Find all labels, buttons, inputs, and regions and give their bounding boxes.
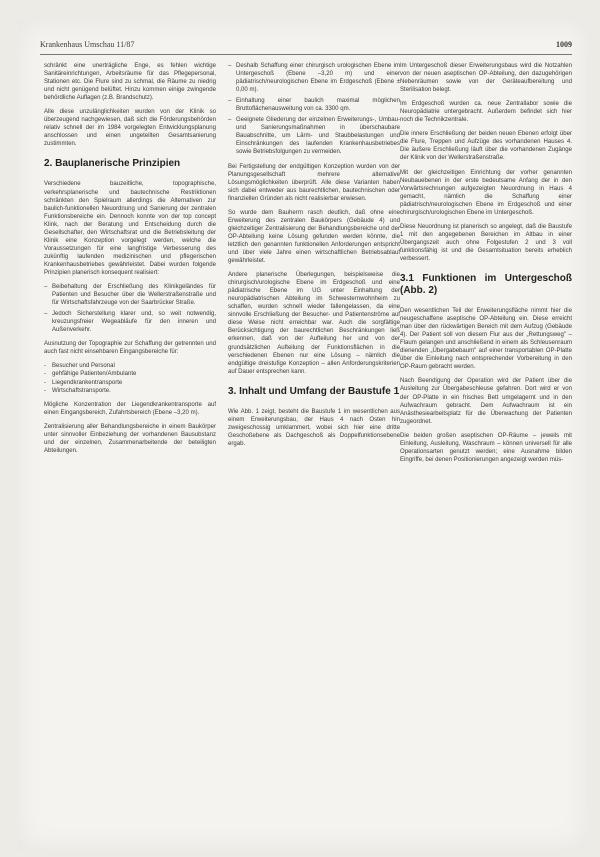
paragraph: Andere planerische Überlegungen, beispielsweise die chirurgisch/urologische Ebene im Erdgeschoß und eine pädiatrische Ebene im UG unter Einhaltung der neuropädiatrischen Abteilung im Schwesternwohnheim zu schaffen, wurden schnell wieder fallengelassen, da eine sinnvolle Erschließung der Besucher- und Patientenströme auf diese Weise nicht erreichbar war. Auch die sorgfältige Berücksichtigung der baurechtlichen Beschränkungen ließ erkennen, daß von der Aufteilung her und von der grundsätzlichen Aufteilung der Funktionsflächen in die verschiedenen Ebenen nur eine Lösung – nämlich die endgültige dreistufige Konzeption – allen Anforderungskriterien auf Dauer entsprechen kann. [228,272,400,375]
paragraph: Verschiedene bauzeitliche, topographische, verkehrsplanerische und bautechnische Restriktionen schränkten den Spielraum allerdings die Alternativen zur baulich-funktionellen Neuordnung und Sanierung der zentralen Funktionsbereiche ein. Dennoch konnte von der top concept Klink, nach der Beratung und Entscheidung durch die Gesellschafter, den Wirtschaftsrat und die Betriebsleitung der Klinik eine Konzeption vorgelegt werden, welche die Voraussetzungen für eine langfristige Verbesserung des zukünftig laufenden medizinischen und pflegerischen Krankenhausbetriebes gewährleistet. Dabei wurden folgende Prinzipien planerisch konsequent realisiert: [44,181,216,276]
list-item: – Deshalb Schaffung einer chirurgisch urologischen Ebene im Untergeschoß (Ebene –3,20 m) und einer pädiatrisch/neurologischen Ebene im Erdgeschoß (Ebene ± 0,00 m). [228,62,400,94]
bullet-list [44,283,216,334]
nested-list [44,362,216,394]
paragraph: Im Untergeschoß dieser Erweiterungsbaus wird die Notzahlen von der neuen aseptischen OP-Abteilung, den dazugehörigen Nebenräumen sowie von der Geräteaufbereitung und Sterilisation belegt. [400,63,572,94]
journal-title: Krankenhaus Umschau 11/87 [40,40,135,49]
paragraph: Ausnutzung der Topographie zur Schaffung der getrennten und auch fast nicht einsehbaren Eingangsbereiche für: [44,341,216,356]
list-item: – Jedoch Sicherstellung klarer und, so weit notwendig, kreuzungsfreier Wegeabläufe für den inneren und Außenverkehr. [44,310,216,334]
list-item: - Besucher und Personal [44,362,216,370]
paragraph: Mögliche Konzentration der Liegendkrankentransporte auf einen Eingangsbereich, Zufahrtsbereich (Ebene –3,20 m). [44,401,216,416]
column-3 [400,62,572,852]
paragraph: Diese Neuordnung ist planerisch so angelegt, daß die Baustufe 1 mit den angegebenen Bereichen im Altbau in einer Übergangszeit auch ohne Folgestufen 2 und 3 voll funktionsfähig ist und die Gesamtsituation bereits erheblich verbessert. [400,223,572,262]
list-item: - Wirtschaftstransporte. [44,387,216,395]
paragraph: Wie Abb. 1 zeigt, besteht die Baustufe 1 im wesentlichen aus einem Erweiterungsbau, der Haus 4 nach Osten hin zweigeschossig umklammert, wobei sich hier eine dritte Geschoßebene als Dachgeschoß als Doppelfunktionsebene ergab. [228,408,400,447]
column-2 [228,62,400,852]
running-head [40,40,572,54]
paragraph: So wurde dem Bauherrn rasch deutlich, daß ohne eine Erweiterung des zentralen Baukörpers (Gebäude 4) und gleichzeitiger Zentralisierung der Behandlungsbereiche und der OP-Abteilung keine Lösung gefunden werden könnte, die letztlich den genannten funktionellen Anforderungen entspricht und über viele Jahre einen wirtschaftlichen Betriebsablauf gewährleistet. [228,209,400,265]
paragraph: Im Erdgeschoß wurden ca. neue Zentrallabor sowie die Neuropädiatrie untergebracht. Außerdem befindet sich hier noch die Technikzentrale. [400,101,572,124]
list-item: - gehfähige Patienten/Ambulante [44,370,216,378]
section-heading: 2. Bauplanerische Prinzipien [44,158,181,170]
paragraph: Den wesentlichen Teil der Erweiterungsfläche nimmt hier die neugeschaffene aseptische OP-Abteilung ein. Diese erreicht man über den rückwärtigen Bereich mit dem Aufzug (Gebäude 4). Der Patient soll von diesem Flur aus der „Rettungsweg" – Flaum gelangen und anschließend in einem als Schleusenraum dienenden „Übergabebaum" auf einer transportablen OP-Platte über die Einleitung nach entsprechender Vorbereitung in den OP-Raum gebracht werden. [400,308,572,371]
list-item: – Beibehaltung der Erschließung des Klinikgeländes für Patienten und Besucher über die Wellerstraßenstraße und für Wirtschaftsfahrzeuge von der Saarbrücker Straße. [44,283,216,307]
list-item: – Geeignete Gliederung der einzelnen Erweiterungs-, Umbau- und Sanierungsmaßnahmen in überschaubare Bauabschnitte, um Lärm- und Staubbelastungen und Einschränkungen des laufenden Krankenhausbetriebes sowie Betriebsfolgungen zu vermeiden. [228,116,400,156]
paragraph: Die innere Erschließung der beiden neuen Ebenen erfolgt über die Flure, Treppen und Aufzüge des vorhandenen Hauses 4. Die äußere Erschließung läuft über die vorhandenen Zugänge der Klinik von der Wellerstraßenstraße. [400,131,572,162]
paragraph: Zentralisierung aller Behandlungsbereiche in einem Baukörper unter sinnvoller Einbeziehung der vorhandenen Bausubstanz und der einzelnen, Zusammenarbeitende der beteiligten Abteilungen. [44,423,216,454]
bullet-list [228,62,400,157]
list-item: - Liegendkrankentransporte [44,379,216,387]
section-heading: 3. Inhalt und Umfang der Baustufe 1 [228,385,400,397]
paragraph: Mit der gleichzeitigen Einrichtung der vorher genannten Neubauebenen in der erste bedeutsame Anfang der in den Vorwärtsrechnungen aufgezeigten Neuordnung in Haus 4 gemacht, nämlich die Schaffung einer pädiatrisch/neurologischen Ebene im Erdgeschoß und einer chirurgisch/urologischen Ebene im Untergeschoß. [400,169,572,216]
paragraph: schränkt eine unerträgliche Enge, es fehlen wichtige Sanitäreinrichtungen, Arbeitsräume für das Pflegepersonal, Stationen etc. Die Flure sind zu schmal, die Räume zu niedrig und nicht genügend belüftet. Hinzu kommen einige zwingende behördliche Auflagen (z.B. Brandschutz). [44,63,216,102]
list-item: – Einhaltung einer baulich maximal möglichen Bruttoflächenausweitung von ca. 3300 qm. [228,97,400,113]
paragraph: Bei Fertigstellung der endgültigen Konzeption wurden von der Planungsgesellschaft mehrere alternative Lösungsmöglichkeiten überprüft. Alle diese Varianten haben sich dabei entweder aus baurechtlichen, bautechnischen oder finanziellen Gründen als nicht realisierbar erwiesen. [228,163,400,202]
paragraph: Nach Beendigung der Operation wird der Patient über die Ausleitung zur Übergabeschleuse gefahren. Dort wird er von der OP-Platte in ein frisches Bett umgelagernt und in den Aufwachraum gebracht. Dem Aufwachraum ist ein Anästhesiearbeitsplatz für die Überwachung der Patienten zugeordnet. [400,378,572,425]
paragraph: Alle diese unzulänglichkeiten wurden von der Klinik so überzeugend nachgewiesen, daß sich die Förderungsbehörden relativ schnell der im 1984 vorgelegten Entwicklungsplanung anschlossen und einen ungeteilten Gesamtsanierung zustimmten. [44,109,216,148]
column-1 [44,62,216,852]
page-number: 1009 [556,40,572,49]
header-rule [40,54,572,55]
paragraph: Die beiden großen aseptischen OP-Räume – jeweils mit Einleitung, Ausleitung, Waschraum – können universell für alle Operationsarten genutzt werden; eine Ausnahme bilden Eingriffe, bei denen Positionierungen angezeigt werden müs- [400,432,572,463]
section-heading: 3.1 Funktionen im Untergeschoß (Abb. 2) [400,273,572,297]
